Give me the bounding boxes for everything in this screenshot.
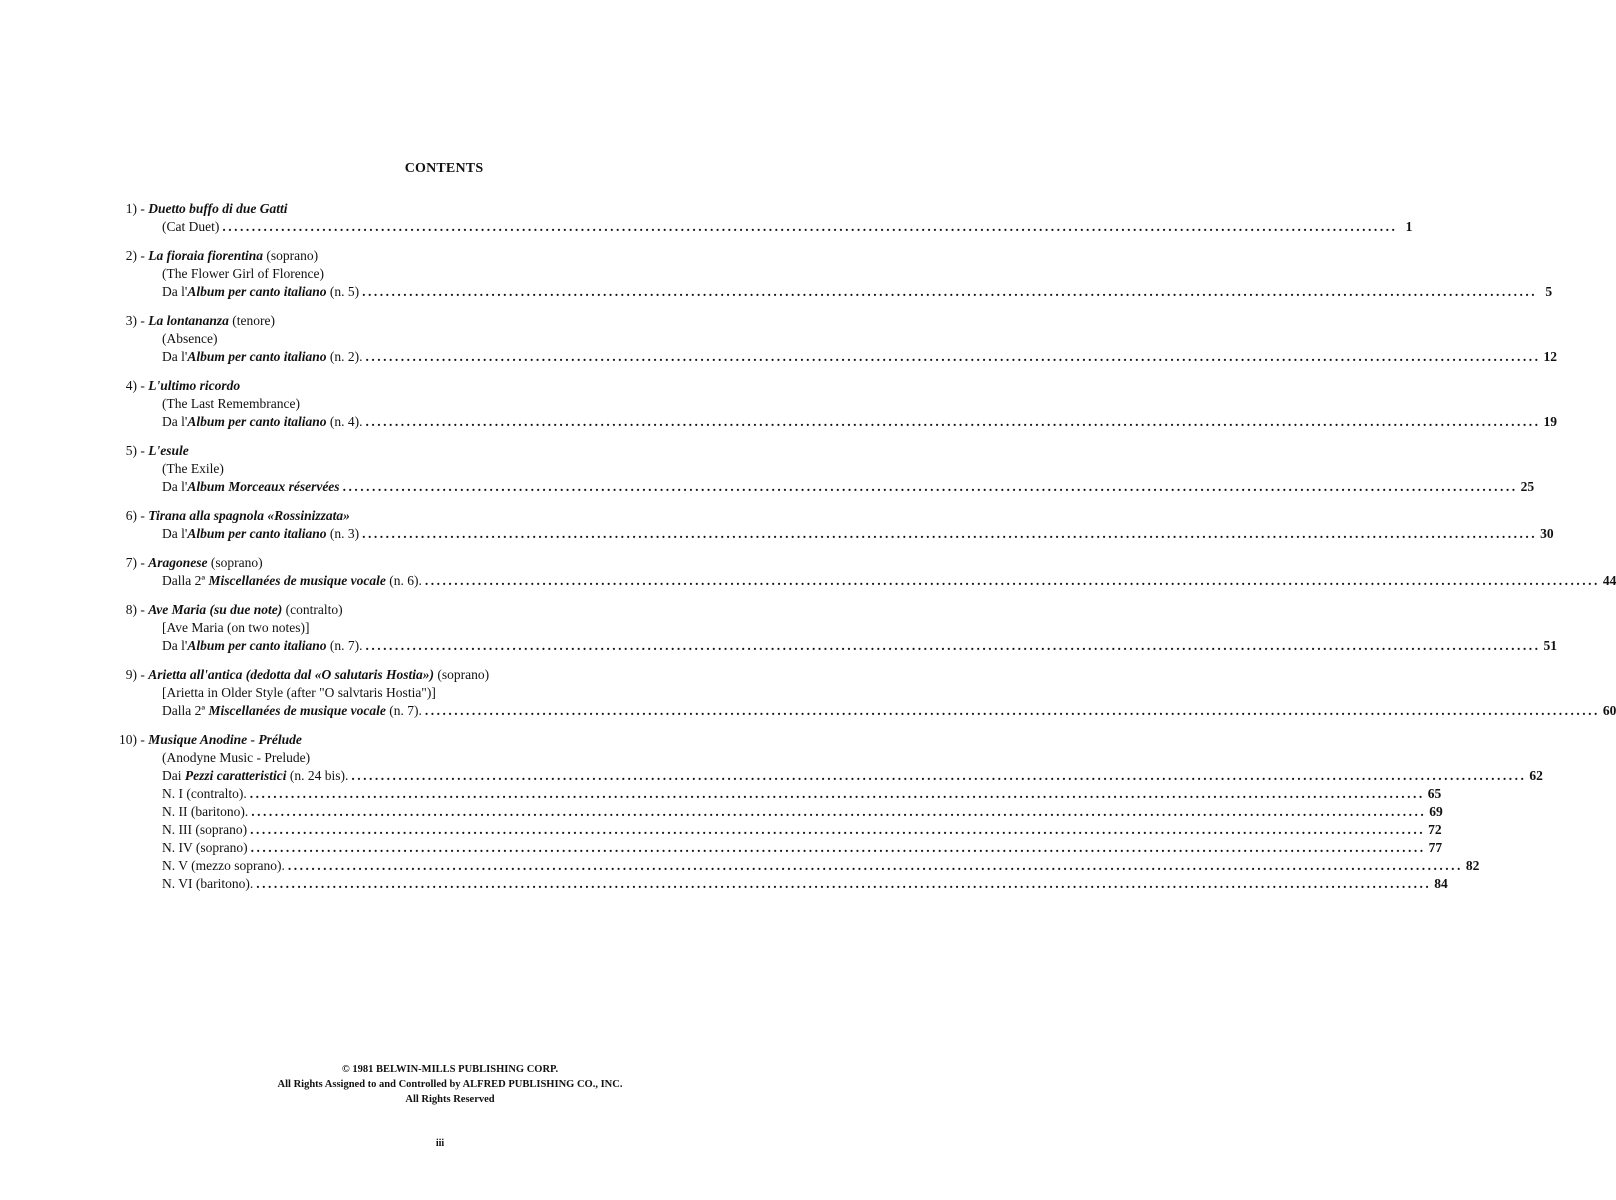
- toc-line-suffix: (n. 2).: [326, 349, 363, 364]
- toc-entry: [106, 377, 1557, 431]
- rights-reserved-line: All Rights Reserved: [405, 1094, 495, 1105]
- table-of-contents: [106, 200, 1616, 904]
- toc-line-text: [162, 821, 247, 839]
- toc-source-line: [106, 478, 1535, 496]
- toc-source-line: [106, 348, 1557, 366]
- dot-leader: ........................................................................................................................................................................................................: [351, 768, 1527, 783]
- toc-entry: [106, 507, 1554, 543]
- toc-entry-number: 8): [125, 602, 137, 617]
- toc-line-prefix: Da l': [162, 526, 188, 541]
- dot-leader: ........................................................................................................................................................................................................: [424, 703, 1600, 718]
- toc-line-suffix: (n. 3): [326, 526, 360, 541]
- toc-entry-title: Musique Anodine - Prélude: [148, 732, 302, 747]
- toc-source-line: [106, 525, 1554, 543]
- toc-entry-separator: -: [137, 378, 149, 393]
- toc-source-line: [106, 572, 1616, 590]
- toc-entry-heading: [106, 377, 778, 395]
- toc-entry-separator: -: [137, 443, 149, 458]
- toc-source-line: [106, 875, 1448, 893]
- toc-page-number: 19: [1543, 414, 1557, 429]
- toc-line-text: [162, 283, 359, 301]
- toc-source-line: [106, 702, 1616, 720]
- toc-line-prefix: Da l': [162, 284, 188, 299]
- toc-page-number: 1: [1405, 219, 1413, 234]
- dot-leader: ........................................................................................................................................................................................................: [287, 858, 1463, 873]
- toc-entry-title: Aragonese: [148, 555, 208, 570]
- toc-line-text: [162, 266, 324, 281]
- toc-line-prefix: (Absence): [162, 331, 218, 346]
- dot-leader: ........................................................................................................................................................................................................: [249, 786, 1425, 801]
- toc-line-prefix: [Arietta in Older Style (after "O salvtaris Hostia")]: [162, 685, 436, 700]
- toc-line-source-title: Miscellanées de musique vocale: [208, 703, 386, 718]
- dot-leader: ........................................................................................................................................................................................................: [365, 414, 1541, 429]
- toc-source-line: [106, 637, 1557, 655]
- dot-leader: ........................................................................................................................................................................................................: [362, 284, 1538, 299]
- toc-entry-heading: [106, 554, 778, 572]
- toc-line-source-title: Pezzi caratteristici: [184, 768, 287, 783]
- toc-entry-number: 10): [119, 732, 137, 747]
- toc-line-text: [162, 572, 422, 590]
- toc-entry-title: Ave Maria (su due note): [148, 602, 283, 617]
- toc-line-text: [162, 218, 219, 236]
- toc-entry-heading: [106, 247, 778, 265]
- toc-line-source-title: Miscellanées de musique vocale: [208, 573, 386, 588]
- toc-page-number: 25: [1520, 479, 1535, 494]
- toc-line-prefix: [Ave Maria (on two notes)]: [162, 620, 310, 635]
- dot-leader: ........................................................................................................................................................................................................: [342, 479, 1518, 494]
- toc-entry-separator: -: [137, 201, 149, 216]
- toc-line-prefix: Dalla 2ª: [162, 703, 209, 718]
- toc-line-suffix: (n. 7).: [385, 703, 422, 718]
- toc-line-text: [162, 620, 309, 635]
- toc-translation-line: [106, 460, 778, 478]
- toc-entry-heading: [106, 731, 778, 749]
- toc-entry-heading: [106, 507, 778, 525]
- toc-entry-title: Tirana alla spagnola «Rossinizzata»: [148, 508, 350, 523]
- toc-source-line: [106, 413, 1557, 431]
- toc-line-prefix: N. III (soprano): [162, 822, 248, 837]
- toc-line-suffix: (n. 4).: [326, 414, 363, 429]
- toc-page-number: 72: [1428, 822, 1442, 837]
- toc-entry-title: La lontananza: [148, 313, 229, 328]
- toc-line-prefix: (The Exile): [162, 461, 224, 476]
- toc-line-source-title: Album per canto italiano: [187, 284, 327, 299]
- toc-entry-heading: [106, 312, 778, 330]
- page-number: iii: [435, 1138, 445, 1149]
- toc-source-line: [106, 839, 1443, 857]
- toc-line-suffix: (n. 5): [326, 284, 360, 299]
- toc-line-text: [162, 413, 362, 431]
- toc-page-number: 77: [1428, 840, 1443, 855]
- toc-page-number: 5: [1545, 284, 1553, 299]
- toc-entry-heading: [106, 442, 778, 460]
- toc-entry: [106, 554, 1616, 590]
- toc-line-text: [162, 702, 422, 720]
- toc-line-prefix: N. I (contralto).: [162, 786, 247, 801]
- toc-entry-separator: -: [137, 667, 149, 682]
- toc-line-source-title: Album per canto italiano: [187, 526, 327, 541]
- toc-entry-separator: -: [137, 555, 149, 570]
- dot-leader: ........................................................................................................................................................................................................: [424, 573, 1600, 588]
- toc-line-prefix: N. V (mezzo soprano).: [162, 858, 285, 873]
- toc-page-number: 65: [1427, 786, 1442, 801]
- toc-source-line: [106, 857, 1480, 875]
- toc-entry-voice: (contralto): [282, 602, 343, 617]
- toc-entry-number: 1): [125, 201, 137, 216]
- toc-line-text: [162, 839, 248, 857]
- toc-line-text: [162, 525, 359, 543]
- toc-line-prefix: (Anodyne Music - Prelude): [162, 750, 311, 765]
- toc-page-number: 44: [1602, 573, 1616, 588]
- toc-line-text: [162, 396, 300, 411]
- toc-entry-separator: -: [137, 732, 149, 747]
- dot-leader: ........................................................................................................................................................................................................: [250, 822, 1426, 837]
- toc-translation-line: [106, 330, 778, 348]
- toc-entry: [106, 312, 1557, 366]
- toc-line-prefix: Da l': [162, 349, 188, 364]
- toc-line-text: [162, 857, 285, 875]
- toc-line-source-title: Album Morceaux réservées: [187, 479, 340, 494]
- toc-entry: [106, 666, 1616, 720]
- toc-translation-line: [106, 749, 778, 767]
- toc-line-text: [162, 637, 362, 655]
- toc-page-number: 12: [1543, 349, 1557, 364]
- copyright-line: © 1981 BELWIN-MILLS PUBLISHING CORP.: [341, 1064, 559, 1075]
- toc-entry-separator: -: [137, 508, 149, 523]
- toc-entry-heading: [106, 200, 778, 218]
- toc-entry-number: 5): [125, 443, 137, 458]
- toc-line-prefix: N. IV (soprano): [162, 840, 248, 855]
- toc-line-prefix: N. II (baritono).: [162, 804, 249, 819]
- toc-entry-number: 4): [125, 378, 137, 393]
- toc-line-prefix: (The Last Remembrance): [162, 396, 300, 411]
- dot-leader: ........................................................................................................................................................................................................: [250, 840, 1426, 855]
- toc-line-text: [162, 461, 224, 476]
- toc-entry-title: Duetto buffo di due Gatti: [148, 201, 288, 216]
- toc-line-text: [162, 803, 248, 821]
- toc-entry-number: 3): [125, 313, 137, 328]
- toc-entry-voice: (soprano): [207, 555, 263, 570]
- toc-line-source-title: Album per canto italiano: [187, 349, 327, 364]
- toc-translation-line: [106, 684, 778, 702]
- toc-line-source-title: Album per canto italiano: [187, 638, 327, 653]
- toc-page-number: 30: [1540, 526, 1554, 541]
- toc-entry: [106, 731, 1543, 893]
- toc-line-prefix: Da l': [162, 479, 188, 494]
- toc-entry-number: 9): [125, 667, 137, 682]
- toc-source-line: [106, 767, 1543, 785]
- toc-entry-title: L'ultimo ricordo: [148, 378, 241, 393]
- toc-source-line: [106, 283, 1553, 301]
- dot-leader: ........................................................................................................................................................................................................: [256, 876, 1432, 891]
- copyright-footer: [0, 1062, 900, 1107]
- rights-assigned-line: All Rights Assigned to and Controlled by ALFRED PUBLISHING CO., INC.: [277, 1079, 623, 1090]
- toc-page-number: 84: [1434, 876, 1448, 891]
- toc-line-text: [162, 875, 253, 893]
- toc-entry-separator: -: [137, 313, 149, 328]
- toc-entry-voice: (soprano): [263, 248, 319, 263]
- toc-entry: [106, 442, 1535, 496]
- toc-source-line: [106, 803, 1443, 821]
- toc-entry: [106, 200, 1413, 236]
- toc-line-suffix: (n. 24 bis).: [286, 768, 349, 783]
- toc-line-suffix: (n. 6).: [385, 573, 422, 588]
- toc-entry-number: 7): [125, 555, 137, 570]
- dot-leader: ........................................................................................................................................................................................................: [251, 804, 1427, 819]
- toc-page-number: 62: [1529, 768, 1543, 783]
- toc-entry-title: La fioraia fiorentina: [148, 248, 264, 263]
- toc-entry: [106, 247, 1553, 301]
- dot-leader: ........................................................................................................................................................................................................: [222, 219, 1398, 234]
- toc-entry-voice: (soprano): [434, 667, 490, 682]
- dot-leader: ........................................................................................................................................................................................................: [362, 526, 1538, 541]
- toc-line-text: [162, 348, 362, 366]
- toc-line-text: [162, 331, 217, 346]
- toc-entry-number: 6): [125, 508, 137, 523]
- toc-line-text: [162, 685, 436, 700]
- toc-entry-voice: (tenore): [228, 313, 276, 328]
- toc-line-suffix: (n. 7).: [326, 638, 363, 653]
- toc-page-number: 51: [1543, 638, 1557, 653]
- toc-line-text: [162, 750, 310, 765]
- toc-entry-title: Arietta all'antica (dedotta dal «O salutaris Hostia»): [148, 667, 435, 682]
- toc-entry-separator: -: [137, 248, 149, 263]
- toc-line-text: [162, 785, 247, 803]
- toc-line-text: [162, 478, 340, 496]
- toc-translation-line: [106, 395, 778, 413]
- toc-line-prefix: Da l': [162, 638, 188, 653]
- toc-line-prefix: Dai: [162, 768, 185, 783]
- toc-source-line: [106, 785, 1442, 803]
- toc-line-prefix: Dalla 2ª: [162, 573, 209, 588]
- toc-translation-line: [106, 619, 778, 637]
- toc-line-prefix: N. VI (baritono).: [162, 876, 254, 891]
- toc-page-number: 82: [1465, 858, 1480, 873]
- toc-entry: [106, 601, 1557, 655]
- toc-entry-heading: [106, 666, 778, 684]
- toc-entry-number: 2): [125, 248, 137, 263]
- toc-translation-line: [106, 265, 778, 283]
- toc-line-text: [162, 767, 348, 785]
- page-title: CONTENTS: [404, 161, 484, 176]
- toc-line-prefix: (Cat Duet): [162, 219, 220, 234]
- toc-page-number: 60: [1602, 703, 1616, 718]
- dot-leader: ........................................................................................................................................................................................................: [365, 638, 1541, 653]
- toc-page-number: 69: [1429, 804, 1443, 819]
- dot-leader: ........................................................................................................................................................................................................: [365, 349, 1541, 364]
- toc-source-line: [106, 821, 1442, 839]
- toc-source-line: [106, 218, 1413, 236]
- toc-entry-separator: -: [137, 602, 149, 617]
- toc-entry-title: L'esule: [148, 443, 189, 458]
- toc-line-prefix: (The Flower Girl of Florence): [162, 266, 324, 281]
- toc-line-prefix: Da l': [162, 414, 188, 429]
- toc-entry-heading: [106, 601, 778, 619]
- toc-line-source-title: Album per canto italiano: [187, 414, 327, 429]
